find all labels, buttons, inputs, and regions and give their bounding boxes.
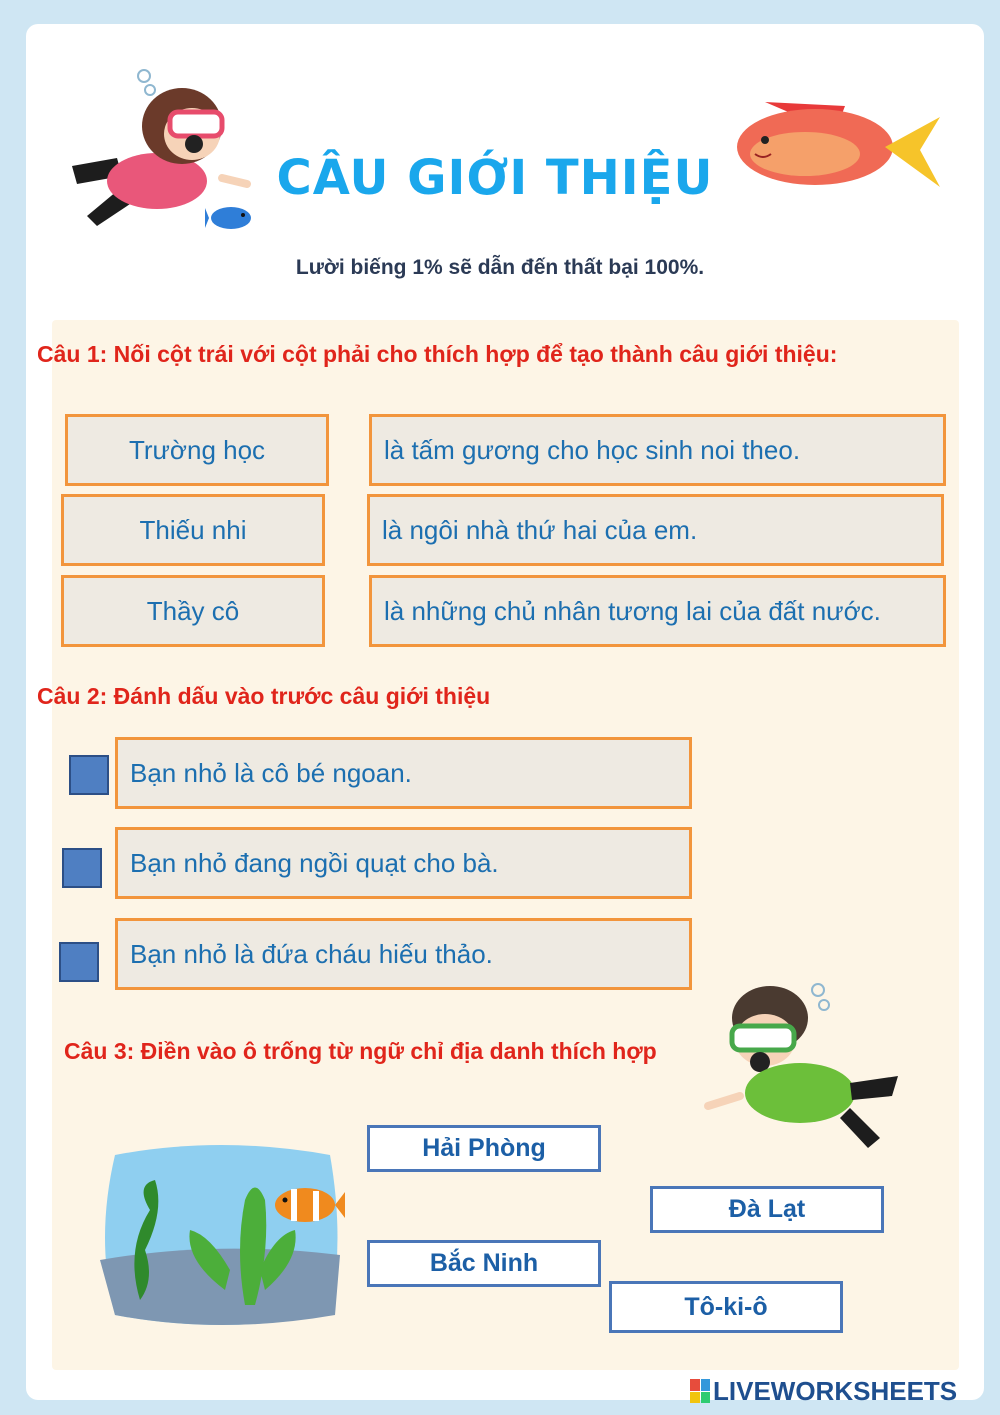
page-subtitle: Lười biếng 1% sẽ dẫn đến thất bại 100%. [295, 256, 705, 279]
question1-prompt: Câu 1: Nối cột trái với cột phải cho thích hợp để tạo thành câu giới thiệu: [37, 341, 838, 367]
checkbox-option-1[interactable] [69, 755, 109, 795]
question2-prompt: Câu 2: Đánh dấu vào trước câu giới thiệu [37, 683, 491, 709]
option-3-text: Bạn nhỏ là đứa cháu hiếu thảo. [115, 918, 692, 990]
match-left-item[interactable]: Thầy cô [61, 575, 325, 647]
option-1-text: Bạn nhỏ là cô bé ngoan. [115, 737, 692, 809]
word-card[interactable]: Hải Phòng [367, 1125, 601, 1172]
question3-prompt: Câu 3: Điền vào ô trống từ ngữ chỉ địa danh thích hợp [64, 1038, 657, 1064]
match-left-item[interactable]: Thiếu nhi [61, 494, 325, 566]
word-card[interactable]: Tô-ki-ô [609, 1281, 843, 1333]
checkbox-option-2[interactable] [62, 848, 102, 888]
red-fish-illustration [735, 92, 945, 202]
word-card[interactable]: Bắc Ninh [367, 1240, 601, 1287]
liveworksheets-logo [690, 1376, 957, 1406]
liveworksheets-logo-icon [690, 1379, 710, 1403]
match-left-item[interactable]: Trường học [65, 414, 329, 486]
match-right-item[interactable]: là tấm gương cho học sinh noi theo. [369, 414, 946, 486]
aquarium-illustration [95, 1140, 345, 1330]
word-card[interactable]: Đà Lạt [650, 1186, 884, 1233]
brand-name: LIVEWORKSHEETS [713, 1375, 958, 1406]
option-2-text: Bạn nhỏ đang ngồi quạt cho bà. [115, 827, 692, 899]
match-right-item[interactable]: là ngôi nhà thứ hai của em. [367, 494, 944, 566]
small-blue-fish-icon [205, 203, 261, 233]
diver-boy-illustration [700, 978, 905, 1158]
match-right-item[interactable]: là những chủ nhân tương lai của đất nước. [369, 575, 946, 647]
checkbox-option-3[interactable] [59, 942, 99, 982]
page-title: CÂU GIỚI THIỆU [276, 150, 714, 206]
